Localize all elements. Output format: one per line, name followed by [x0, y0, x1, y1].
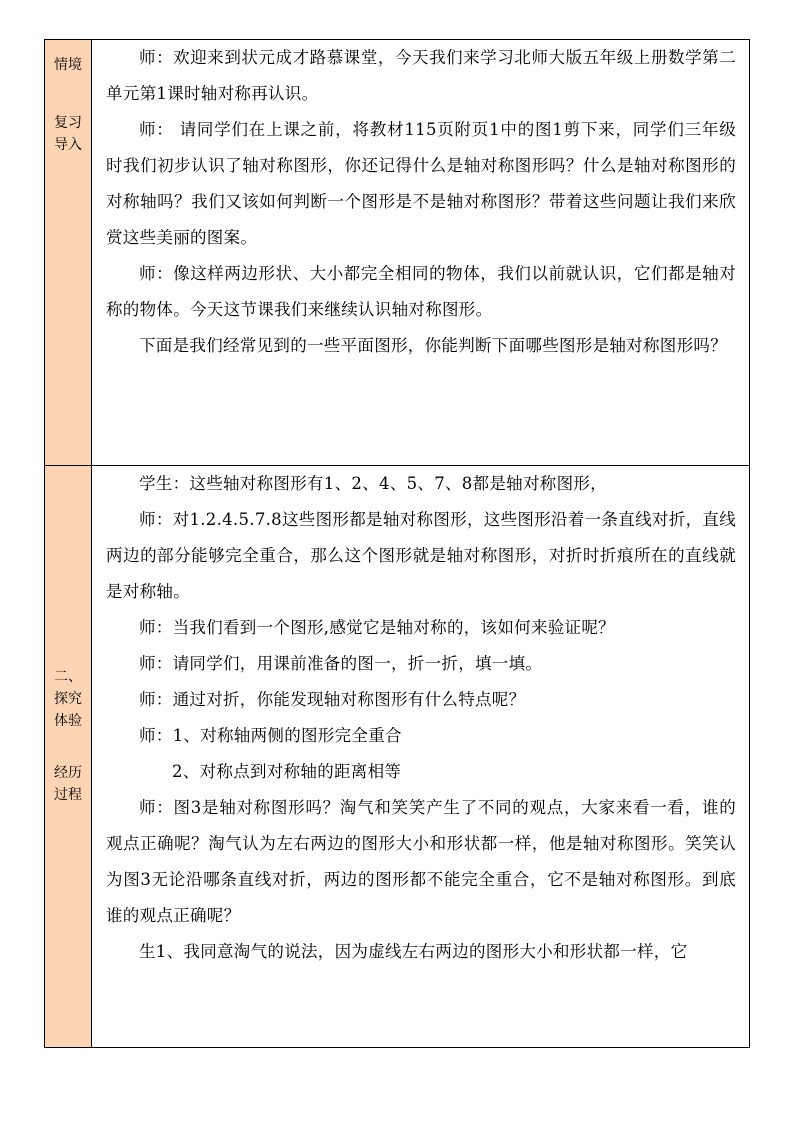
section-intro-content: [92, 40, 750, 466]
paragraph: 学生：这些轴对称图形有1、2、4、5、7、8都是轴对称图形，: [139, 474, 607, 493]
section-explore-content: [92, 466, 750, 1048]
paragraph: 师：通过对折，你能发现轴对称图形有什么特点呢？: [139, 690, 526, 709]
side-label: 经历: [54, 765, 82, 781]
paragraph: 师：当我们看到一个图形,感觉它是轴对称的，该如何来验证呢？: [139, 618, 615, 637]
paragraph: 下面是我们经常见到的一些平面图形，你能判断下面哪些图形是轴对称图形吗？: [139, 336, 727, 355]
lesson-plan-table: [44, 39, 750, 1048]
section-explore-row: [45, 466, 750, 1048]
section-intro-row: [45, 40, 750, 466]
side-label: 过程: [54, 787, 82, 803]
paragraph: 师：像这样两边形状、大小都完全相同的物体，我们以前就认识，它们都是轴对称的物体。今天这节课我们来继续认识轴对称图形。: [106, 264, 736, 319]
paragraph: 师：1、对称轴两侧的图形完全重合: [139, 726, 402, 745]
side-label: 二、: [54, 669, 82, 685]
side-label: 探究: [54, 691, 82, 707]
side-label: 复习: [54, 115, 82, 131]
section-explore-label-cell: [45, 466, 92, 1048]
paragraph: 师：请同学们，用课前准备的图一，折一折，填一填。: [139, 654, 543, 673]
side-label: 情境: [54, 57, 82, 73]
paragraph: 师： 请同学们在上课之前，将教材115页附页1中的图1剪下来，同学们三年级时我们初步认识了轴对称图形，你还记得什么是轴对称图形吗？什么是轴对称图形的对称轴吗？我们又该如何判断一个图形是不是轴对称图形？带着这些问题让我们来欣赏这些美丽的图案。: [106, 120, 736, 247]
paragraph: 2、对称点到对称轴的距离相等: [172, 762, 402, 781]
paragraph: 生1、我同意淘气的说法，因为虚线左右两边的图形大小和形状都一样，它: [139, 942, 688, 961]
paragraph: 师：对1.2.4.5.7.8这些图形都是轴对称图形，这些图形沿着一条直线对折，直线两边的部分能够完全重合，那么这个图形就是轴对称图形，对折时折痕所在的直线就是对称轴。: [106, 510, 736, 601]
paragraph: 师：欢迎来到状元成才路慕课堂，今天我们来学习北师大版五年级上册数学第二单元第1课时轴对称再认识。: [106, 48, 736, 103]
section-intro-label-cell: [45, 40, 92, 466]
side-label: 导入: [54, 137, 82, 153]
side-label: 体验: [54, 713, 82, 729]
paragraph: 师：图3是轴对称图形吗？淘气和笑笑产生了不同的观点，大家来看一看，谁的观点正确呢？淘气认为左右两边的图形大小和形状都一样，他是轴对称图形。笑笑认为图3无论沿哪条直线对折，两边的图形都不能完全重合，它不是轴对称图形。到底谁的观点正确呢？: [106, 798, 736, 925]
